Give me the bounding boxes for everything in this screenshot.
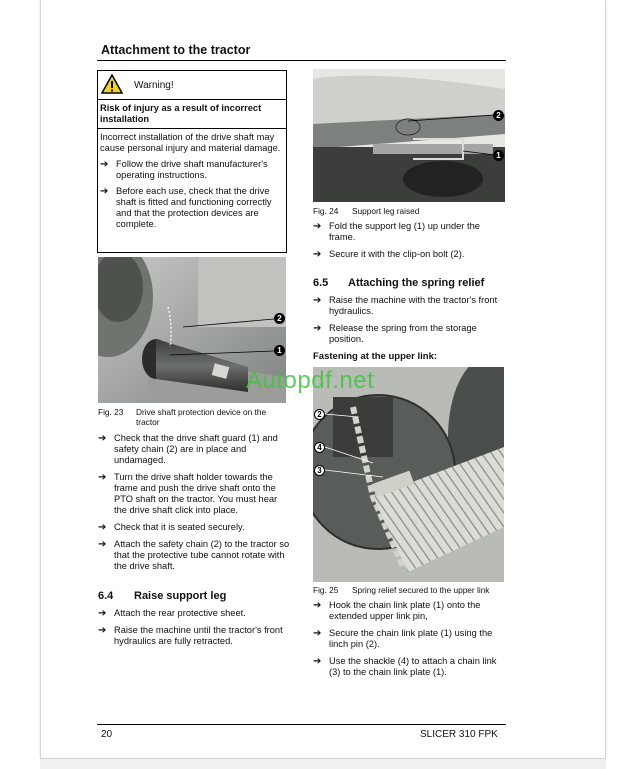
support-leg-photo [313, 69, 505, 202]
arrow-icon: ➔ [100, 186, 109, 197]
list-item: ➔ Follow the drive shaft manufacturer's operating instructions. [100, 159, 268, 180]
section-64-steps [98, 608, 290, 647]
arrow-icon: ➔ [313, 249, 322, 260]
section-65-number: 6.5 [313, 277, 329, 289]
arrow-icon: ➔ [313, 600, 322, 611]
callout-3: 3 [314, 465, 325, 476]
warning-body: Incorrect installation of the drive shaft may cause personal injury and material damage. [100, 132, 281, 153]
arrow-icon: ➔ [313, 628, 322, 639]
warning-header [98, 71, 286, 100]
list-item: ➔ Release the spring from the storage position. [313, 323, 477, 344]
arrow-icon: ➔ [313, 656, 322, 667]
fig25-steps [313, 600, 505, 678]
arrow-icon: ➔ [100, 159, 109, 170]
callout-4: 4 [314, 442, 325, 453]
list-item: ➔ Hook the chain link plate (1) onto the extended upper link pin, [313, 600, 481, 621]
callout-2: 2 [274, 313, 285, 324]
warning-body-block [98, 129, 286, 233]
list-item: ➔ Use the shackle (4) to attach a chain link (3) to the chain link plate (1). [313, 656, 497, 677]
arrow-icon: ➔ [98, 472, 107, 483]
fig25-caption-num: Fig. 25 [313, 585, 339, 595]
arrow-icon: ➔ [313, 221, 322, 232]
section-64-number: 6.4 [98, 590, 114, 602]
list-item: ➔ Attach the safety chain (2) to the tractor so that the protective tube cannot rotate with the drive shaft. [98, 539, 290, 571]
callout-1: 1 [274, 345, 285, 356]
arrow-icon: ➔ [313, 295, 322, 306]
fig24-photo [313, 69, 505, 202]
arrow-icon: ➔ [98, 625, 107, 636]
list-item: ➔ Fold the support leg (1) up under the frame. [313, 221, 480, 242]
arrow-icon: ➔ [98, 608, 107, 619]
upper-link-subheading: Fastening at the upper link: [313, 351, 438, 362]
list-item: ➔ Raise the machine with the tractor's front hydraulics. [313, 295, 498, 316]
arrow-icon: ➔ [98, 433, 107, 444]
fig24-caption: Support leg raised [352, 206, 420, 216]
left-steps [98, 433, 290, 572]
fig23-caption-num: Fig. 23 [98, 407, 124, 417]
page-gap [40, 758, 606, 769]
list-item: ➔ Attach the rear protective sheet. [98, 608, 246, 619]
callout-1: 1 [493, 150, 504, 161]
section-64-title: Raise support leg [134, 590, 227, 602]
list-item: ➔ Secure the chain link plate (1) using the linch pin (2). [313, 628, 493, 649]
list-item: ➔ Secure it with the clip-on bolt (2). [313, 249, 465, 260]
product-name: SLICER 310 FPK [420, 729, 498, 740]
list-item: ➔ Check that the drive shaft guard (1) and safety chain (2) are in place and undamaged. [98, 433, 278, 465]
warning-box [97, 70, 287, 253]
spring-relief-photo [313, 367, 504, 582]
watermark: Autopdf.net [246, 367, 375, 394]
fig25-photo [313, 367, 504, 582]
warning-triangle-icon [101, 74, 123, 94]
page-number: 20 [101, 729, 113, 740]
warning-title: Warning! [134, 80, 174, 91]
header-rule [97, 60, 506, 61]
fig24-steps [313, 221, 505, 260]
callout-2: 2 [493, 110, 504, 121]
arrow-icon: ➔ [98, 539, 107, 550]
fig24-caption-num: Fig. 24 [313, 206, 339, 216]
page-title: Attachment to the tractor [101, 43, 251, 57]
arrow-icon: ➔ [313, 323, 322, 334]
list-item: ➔ Before each use, check that the drive shaft is fitted and functioning correctly and that the protection devices are complete. [100, 186, 272, 229]
footer-rule [97, 724, 506, 725]
section-65-title: Attaching the spring relief [348, 277, 485, 289]
fig25-caption: Spring relief secured to the upper link [352, 585, 490, 595]
list-item: ➔ Check that it is seated securely. [98, 522, 245, 533]
arrow-icon: ➔ [98, 522, 107, 533]
warning-subtitle: Risk of injury as a result of incorrect installation [98, 100, 286, 129]
section-65-steps [313, 295, 505, 345]
list-item: ➔ Turn the drive shaft holder towards the frame and push the drive shaft onto the PTO shaft on the tractor. You must hear the drive shaft click into place. [98, 472, 278, 515]
list-item: ➔ Raise the machine until the tractor's front hydraulics are fully retracted. [98, 625, 283, 646]
callout-2: 2 [314, 409, 325, 420]
fig23-caption: Drive shaft protection device on the tractor [136, 407, 267, 427]
